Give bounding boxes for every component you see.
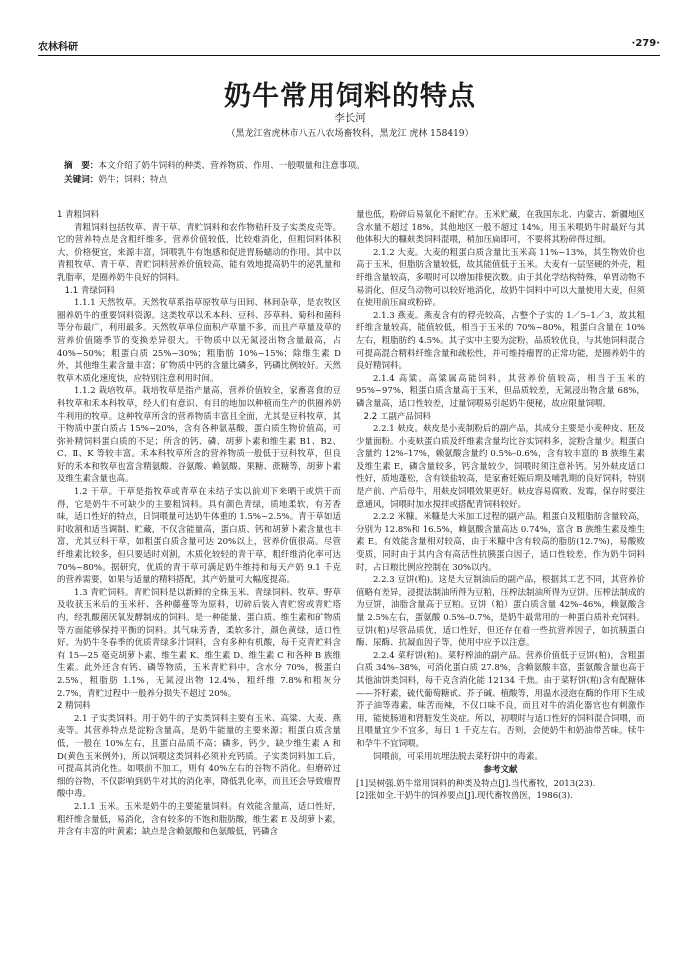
paragraph: 1.3 青贮饲料。青贮饲料是以新鲜的全株玉米、青绿饲料、牧草、野草及收获玉米后的玉米秆、各种藤蔓等为原料，切碎后装入青贮窖或青贮塔内，经乳酸菌厌氧发酵制成的饲料。是一种能量、蛋白质、维生素和矿物质等方面能够保持平衡的饲料。其气味芳香，柔软多汁，颜色黄绿，适口性好。为奶牛冬春季的优质青绿多汁饲料，含有多种有机酸，每千克青贮料含有 15—25 毫克胡萝卜素、维生素 K、维生素 D、维生素 C 和各种 B 族维生素。此外还含有钙、磷等物质，玉米青贮料中，含水分 70%，极蛋白 2.5%，粗脂肪 1.1%，无氮浸出物 12.4%，粗纤维 7.8%和粗灰分 2.7%，青贮过程中一般养分损失不超过 20%。 (57, 587, 341, 699)
running-header (38, 38, 660, 52)
left-column (57, 209, 341, 839)
paragraph: 2.2.4 菜籽饼(粕)。菜籽榨油的副产品。营养价值低于豆饼(粕)，含粗蛋白质 34%–38%，可消化蛋白质 27.8%，含赖氨酸丰富，蛋氨酸含量也高于其他油饼类饲料，每千克含消化能 12134 千焦。由于菜籽饼(粕)含有配糖体——芥籽素，硫代葡萄糖甙、芥子碱、植酸等，用温水浸泡在酶的作用下生成芥子油等毒素，味苦而辣，不仅口味不良，而且对牛的消化器官也有刺激作用，能使肠道和肾脏发生炎症。所以，初喂时与适口性好的饲料混合饲喂，而且喂量宜少不宜多，每日 1 千克左右。否则，会使奶牛和奶油带苦味。犊牛和孕牛不宜饲喂。 (356, 650, 646, 749)
keywords-text: 奶牛；饲料；特点 (98, 174, 168, 185)
abstract-label: 摘 要： (64, 161, 99, 171)
section-heading: 1 青粗饲料 (57, 210, 100, 220)
references-heading: 参考文献 (483, 765, 518, 776)
reference-item: [2]张如全.干奶牛的饲养要点[J].现代畜牧兽医，1986(3). (356, 791, 573, 802)
article-title: 奶牛常用饲料的特点 (224, 81, 476, 112)
paragraph: 2.1 子实类饲料。用于奶牛的子实类饲料主要有玉米、高粱、大麦、燕麦等。其营养特点是淀粉含量高，是奶牛能量的主要来源；粗蛋白质含量低，一般在 10%左右，且蛋白品质不高；磷多，钙少，缺少维生素 A 和 D(黄色玉米例外)，所以饲喂这类饲料必须补充钙质。子实类饲料加工后，可提高其消化性。如喂前不加工，则有 40%左右的谷物不消化。但磨碎过细的谷物，不仅影响到奶牛对其的消化率，降低乳化率，而且还会导致瘤胃酸中毒。 (57, 713, 341, 800)
paragraph: 1.2 干草。干草是指牧草或青草在未结子实以前刈下来晒干或烘干而得，它是奶牛不可缺少的主要粗饲料。具有颜色青绿，质地柔软，有芳香味，适口性好的特点，日饲喂量可达奶牛体重的 1.5%~2.5%。青干草如适时收割和适当调制、贮藏，不仅含能量高，蛋白质、钙和胡萝卜素含量也丰富，尤其豆科干草，如粗蛋白质含量可达 20%以上，营养价值很高。尽管纤维素比较多，但只要适时刈割，木质化较轻的青干草，粗纤维消化率可达 70%~80%。据研究，优质的青干草可满足奶牛维持和每天产奶 9.1 千克的营养需要，如果与适量的精料搭配，其产奶量可大幅度提高。 (57, 487, 341, 586)
right-column (356, 209, 645, 803)
paragraph: 1.1.1 天然牧草。天然牧草系指草原牧草与田间、林间杂草，是农牧区圈养奶牛的重要饲料资源。这类牧草以禾本科、豆科、莎草科、菊科和菌科等分布最广，利用最多。天然牧草单位面积产草量不多，而且产草量及草的营养价值随季节的变换差异很大。干物质中以无氮浸出物含量最高，占 40%~50%；粗蛋白质 25%~30%；粗脂肪 10%~15%；除维生素 D 外，其他维生素含量丰富；矿物质中钙的含量比磷多，钙磷比例较好。天然牧草木质化速度快，应特别注意利用时间。 (57, 298, 341, 384)
paragraph: 2.1.3 燕麦。燕麦含有的稃壳较高，占整个子实的 1／5–1／3，故其粗纤维含量较高，能值较低，相当于玉米的 70%~80%，粗蛋白含量在 10%左右，粗脂肪约 4.5%。其子实中主要为淀粉，品质较优良，与其他饲料混合可提高混合精料纤维含量和疏松性，并可维持瘤胃的正常功能，是圈养奶牛的良好精饲料。 (356, 310, 646, 372)
abstract (64, 160, 654, 174)
paragraph: 2.1.1 玉米。玉米是奶牛的主要能量饲料。有效能含量高，适口性好，粗纤维含量低，易消化，含有较多的不饱和脂肪酸，维生素 E 及胡萝卜素，并含有丰富的叶黄素；缺点是含赖氨酸和色氨酸低，钙磷含 (57, 801, 341, 838)
header-rule (38, 55, 660, 56)
abstract-text: 本文介绍了奶牛饲料的种类、营养物质、作用、一般喂量和注意事项。 (98, 161, 365, 171)
right-column-body (356, 209, 645, 763)
paragraph: 饲喂前，可采用坑埋法脱去菜籽饼中的毒素。 (373, 751, 544, 762)
section-heading: 1.1 青绿饲料 (64, 285, 115, 296)
keywords-label: 关键词： (64, 174, 99, 185)
paragraph: 2.1.2 大麦。大麦的粗蛋白质含量比玉米高 11%~13%，其生物效价也高于玉米，但脂肪含量较低，故其能值低于玉米。大麦有一层坚硬的外壳，粗纤维含量较高，多喂时可以增加排便次数。由于其化学结构特殊，单胃动物不易消化，但反刍动物可以较好地消化，故奶牛饲料中可以大量使用大麦，但须在使用前压扁或粉碎。 (356, 247, 646, 309)
page-number: ·279· (631, 38, 660, 49)
affiliation: （黑龙江省虎林市八五八农场畜牧科，黑龙江 虎林 158419） (226, 129, 474, 139)
paragraph: 1.1.2 栽培牧草。栽培牧草是指产量高，营养价值较全，家畜喜食的豆科牧草和禾本科牧草，经人们有意识、有目的地加以种植而生产的供圈养奶牛利用的牧草。这种牧草所含的营养物质丰富且全面，尤其是豆科牧草，其干物质中蛋白质占 15%~20%，含有各种氨基酸，蛋白质生物价值高，可弥补精饲料蛋白质的不足；所含的钙、磷、胡萝卜素和维生素 B1、B2、C、Ⅱ、K 等较丰富。禾本科牧草所含的营养物质一般低于豆科牧草，但良好的禾本和牧草也富含精氨酸、谷氨酸、赖氨酸、果糖、蔗糖等，胡萝卜素及维生素含量也高。 (57, 386, 341, 485)
section-heading: 2 精饲料 (57, 701, 91, 712)
paragraph: 2.2.1 麸皮。麸皮是小麦制粉后的副产品，其成分主要是小麦种皮、胚及少量面粉。小麦麸蛋白质及纤维素含量均比谷实饲料多，淀粉含量少。粗蛋白含量约 12%–17%，赖氨酸含量约 0.5%–0.6%，含有较丰富的 B 族维生素及维生素 E，磷含量较多，钙含量较少，饲喂时须注意补钙。另外麸皮适口性好，质地蓬松，含有镁盐较高，是家畜妊娠后期及哺乳期的良好饲料，特别是产前、产后母牛，用麸皮饲喂效果更好。麸皮容易腐败、发霉，保存时要注意通风，饲喂时加水搅拌或搭配青饲料较好。 (356, 424, 646, 510)
paragraph: 青粗饲料包括牧草、青干草、青贮饲料和农作物秸秆及子实类皮壳等。它的营养特点是含粗纤维多，营养价值较低，比较难消化，但粗饲料体积大，价格便宜，来源丰富，饲喂乳牛有饱感和促进胃肠蠕动的作用。其中以青粗牧草、青干草、青贮饲料营养价值较高，能有效地提高奶牛的泌乳量和乳脂率，是圈养奶牛良好的饲料。 (57, 222, 341, 283)
references-list (356, 778, 645, 803)
paragraph: 2.1.4 高粱。高粱属高能饲料，其营养价值较高，相当于玉米的 95%~97%，粗蛋白质含量高于玉米，但品质较差，无氮浸出物含量 68%，磷含量高，适口性较差，过量饲喂易引起奶牛便秘，故应限量饲喂。 (356, 373, 645, 409)
paragraph: 量也低，粉碎后易氧化不耐贮存。玉米贮藏，在我国东北、内蒙古、新疆地区含水量不超过 18%，其他地区一般不超过 14%。用玉米喂奶牛时最好与其他体积大的糠麸类饲料混喂，稍加压扁即可，不要将其粉碎得过细。 (356, 210, 646, 246)
paragraph: 2.2.2 米糠。米糠是大米加工过程的副产品。粗蛋白及粗脂肪含量较高，分别为 12.8%和 16.5%，赖氨酸含量高达 0.74%，富含 B 族维生素及维生素 E。有效能含量相对较高，由于米糠中含有较高的脂肪(12.7%)，易酸败变质，同时由于其内含有高活性抗胰蛋白因子，适口性较差，作为奶牛饲料时，占日粮比例应控制在 30%以内。 (356, 512, 645, 573)
journal-name: 农林科研 (38, 42, 78, 53)
keywords (64, 174, 654, 188)
paragraph: 2.2.3 豆饼(粕)。这是大豆制油后的副产品，根据其工艺不同，其营养价值略有差异，浸提法制油所得为豆粕，压榨法制油所得为豆饼。压榨法制成的为豆饼，油脂含量高于豆粕。豆饼（粕）蛋白质含量 42%–46%，赖氨酸含量 2.5%左右，蛋氨酸 0.5%–0.7%，是奶牛最常用的一种蛋白质补充饲料。豆饼(粕)尽管品质优，适口性好，但还存在着一些抗营养因子，如抗胰蛋白酶、尿酶、抗凝血因子等，使用中应予以注意。 (356, 575, 646, 649)
abstract-block (64, 160, 654, 187)
section-heading: 2.2 工副产品饲料 (363, 411, 431, 422)
reference-item: [1]吴树强.奶牛常用饲料的种类及特点[J].当代畜牧，2013(23). (356, 778, 596, 789)
author: 李长河 (334, 112, 366, 124)
